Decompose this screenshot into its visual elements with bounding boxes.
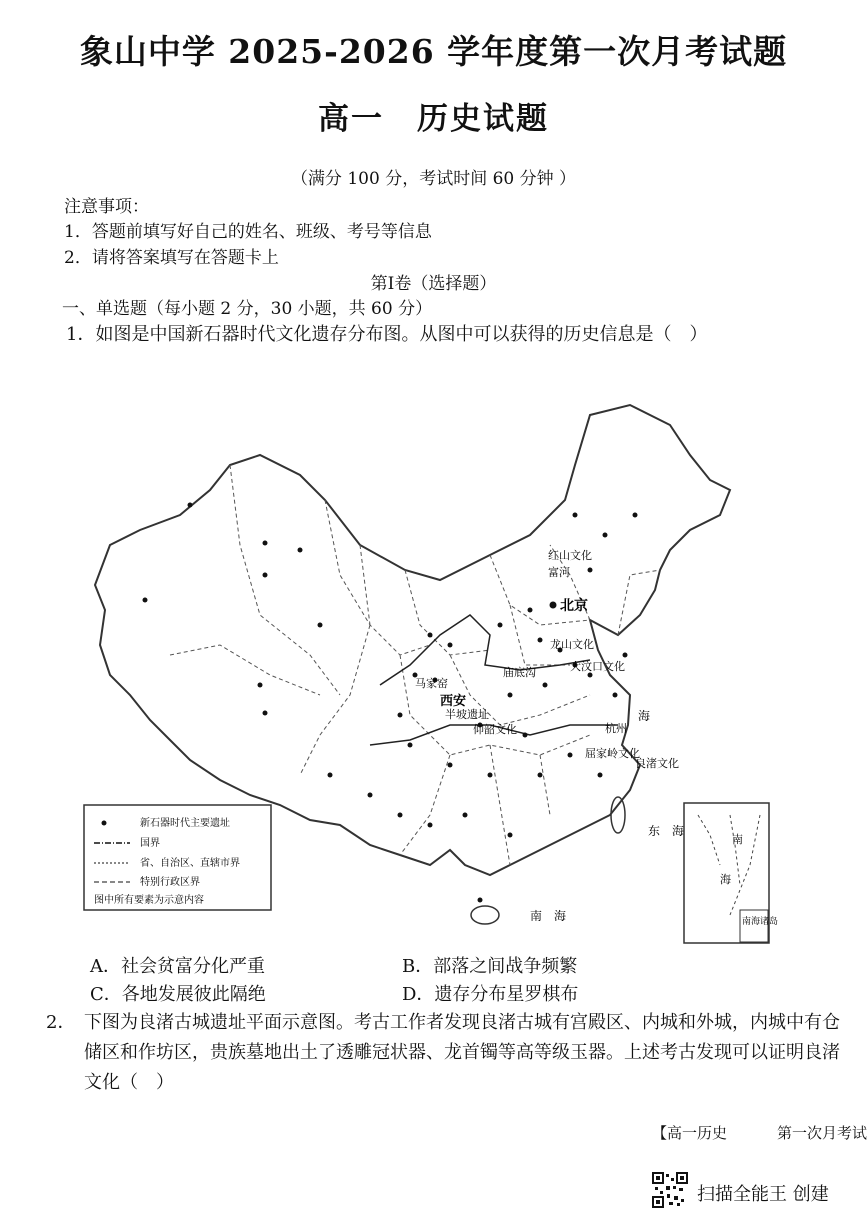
footer-right: 第一次月考试 xyxy=(777,1124,867,1142)
map-label-east-sea: 东 海 xyxy=(648,824,685,838)
map-label-hangzhou: 杭州 xyxy=(605,722,627,735)
q1-stem: 1．如图是中国新石器时代文化遗存分布图。从图中可以获得的历史信息是（ ） xyxy=(66,324,708,345)
map-label-majiayao: 马家窑 xyxy=(415,677,448,690)
map-label-xian: 西安 xyxy=(440,694,467,709)
section-part: 一、单选题（每小题 2 分，30 小题，共 60 分） xyxy=(62,299,433,319)
map-label-miaodigou: 庙底沟 xyxy=(503,666,536,679)
legend-province-border: 省、自治区、直辖市界 xyxy=(140,858,240,869)
scanner-label: 扫描全能王 创建 xyxy=(697,1184,829,1205)
china-map-figure xyxy=(70,395,779,945)
inset-label-south: 南 xyxy=(732,833,743,846)
notice-heading: 注意事项： xyxy=(64,197,149,217)
exam-title: 象山中学 2025-2026 学年度第一次月考试题 xyxy=(79,32,788,71)
section-title: 第Ⅰ卷（选择题） xyxy=(370,274,497,294)
map-label-yellow-sea: 海 xyxy=(638,709,651,723)
inset-label-nanhai-islands: 南海诸岛 xyxy=(742,917,779,927)
map-label-banpo: 半坡遗址 xyxy=(445,708,489,721)
map-label-south-sea: 南 海 xyxy=(530,909,567,923)
q1-option-d: D．遗存分布星罗棋布 xyxy=(402,984,579,1005)
hainan-island xyxy=(471,906,499,924)
taiwan-island xyxy=(611,797,625,833)
q2-stem: 下图为良渚古城遗址平面示意图。考古工作者发现良渚古城有宫殿区、内城和外城，内城中有仓储区和作坊区，贵族墓地出土了透雕冠状器、龙首镯等高等级玉器。上述考古发现可以证明良渚文化（ ） xyxy=(84,1012,840,1093)
q2-number: 2． xyxy=(46,1012,76,1033)
map-label-fuhe: 富河 xyxy=(548,566,570,579)
beijing-dot xyxy=(550,602,557,609)
legend-national-border: 国界 xyxy=(140,838,160,849)
map-label-hongshan: 红山文化 xyxy=(548,549,592,562)
map-label-dawenkou: 大汶口文化 xyxy=(570,660,625,673)
map-label-yangshao: 仰韶文化 xyxy=(473,723,517,736)
map-label-qujialing: 屈家岭文化 xyxy=(585,747,640,760)
footer-left: 【高一历史 xyxy=(652,1124,728,1142)
inset-label-sea: 海 xyxy=(720,873,731,886)
legend-note: 图中所有要素为示意内容 xyxy=(94,895,204,906)
map-label-longshan: 龙山文化 xyxy=(550,638,594,651)
exam-subtitle: 高一 历史试题 xyxy=(318,101,549,137)
q1-option-a: A．社会贫富分化严重 xyxy=(90,956,265,977)
legend-sites: 新石器时代主要遗址 xyxy=(140,818,230,829)
qr-code-icon xyxy=(652,1172,688,1208)
exam-meta: （满分 100 分，考试时间 60 分钟 ） xyxy=(290,169,577,189)
map-label-liangzhu: 良渚文化 xyxy=(635,757,679,770)
notice-item-1: 1．答题前填写好自己的姓名、班级、考号等信息 xyxy=(64,222,432,242)
q1-option-c: C．各地发展彼此隔绝 xyxy=(90,984,266,1005)
legend-sar-border: 特别行政区界 xyxy=(140,877,200,888)
q1-option-b: B．部落之间战争频繁 xyxy=(402,956,578,977)
map-label-beijing: 北京 xyxy=(560,598,588,614)
q2-block xyxy=(46,1008,846,1098)
notice-item-2: 2．请将答案填写在答题卡上 xyxy=(64,248,279,268)
